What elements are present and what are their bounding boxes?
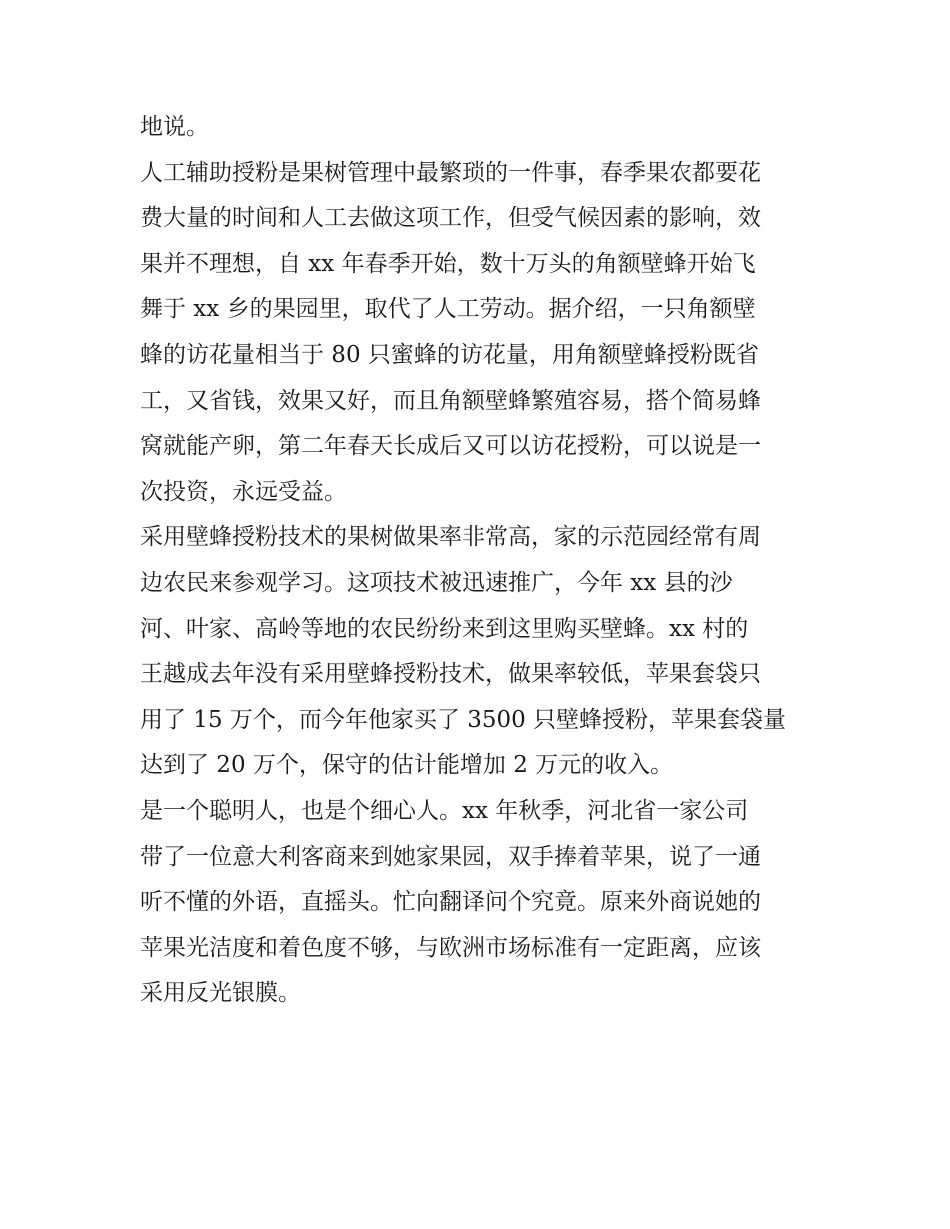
body-text [140,105,820,1017]
text-line: 河、叶家、高岭等地的农民纷纷来到这里购买壁蜂。xx 村的 [140,615,749,642]
text-line: 舞于 xx 乡的果园里，取代了人工劳动。据介绍，一只角额壁 [140,296,756,323]
text-line: 王越成去年没有采用壁蜂授粉技术，做果率较低，苹果套袋只 [140,661,761,688]
text-line: 采用壁蜂授粉技术的果树做果率非常高，家的示范园经常有周 [140,524,761,551]
text-line: 蜂的访花量相当于 80 只蜜蜂的访花量，用角额壁蜂授粉既省 [140,341,759,368]
text-line: 地说。 [140,114,209,140]
text-line: 是一个聪明人，也是个细心人。xx 年秋季，河北省一家公司 [140,797,749,824]
text-line: 带了一位意大利客商来到她家果园，双手捧着苹果，说了一通 [140,843,761,870]
text-line: 费大量的时间和人工去做这项工作，但受气候因素的影响，效 [140,205,761,232]
text-line: 人工辅助授粉是果树管理中最繁琐的一件事，春季果农都要花 [140,159,761,186]
text-line: 采用反光银膜。 [140,980,301,1007]
text-line: 苹果光洁度和着色度不够，与欧洲市场标准有一定距离，应该 [140,934,761,961]
text-line: 工，又省钱，效果又好，而且角额壁蜂繁殖容易，搭个简易蜂 [140,387,761,414]
text-line: 达到了 20 万个，保守的估计能增加 2 万元的收入。 [140,752,674,779]
text-line: 用了 15 万个，而今年他家买了 3500 只壁蜂授粉，苹果套袋量 [140,706,787,733]
text-line: 窝就能产卵，第二年春天长成后又可以访花授粉，可以说是一 [140,433,761,460]
text-line: 果并不理想，自 xx 年春季开始，数十万头的角额壁蜂开始飞 [140,250,756,277]
text-line: 次投资，永远受益。 [140,478,347,505]
text-line: 边农民来参观学习。这项技术被迅速推广，今年 xx 县的沙 [140,569,733,596]
text-line: 听不懂的外语，直摇头。忙向翻译问个究竟。原来外商说她的 [140,889,761,916]
